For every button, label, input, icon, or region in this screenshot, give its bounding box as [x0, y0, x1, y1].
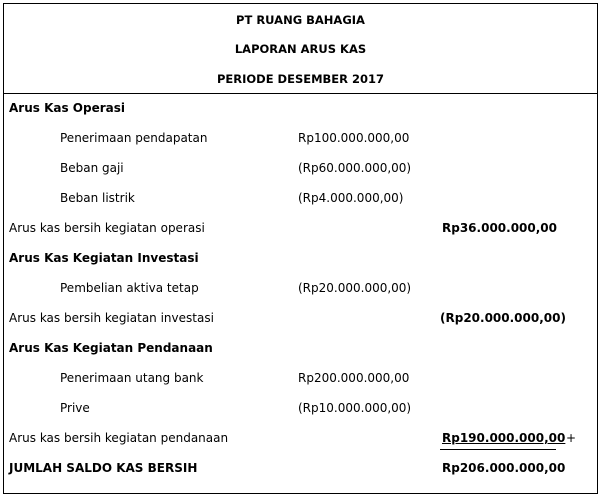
report-header [4, 4, 597, 94]
section-heading-operasi: Arus Kas Operasi [9, 101, 125, 115]
net-label-investasi: Arus kas bersih kegiatan investasi [9, 311, 214, 325]
report-period: PERIODE DESEMBER 2017 [216, 72, 385, 86]
item-label: Penerimaan utang bank [60, 371, 204, 385]
item-label: Prive [60, 401, 90, 415]
item-label: Pembelian aktiva tetap [60, 281, 199, 295]
report-title: LAPORAN ARUS KAS [234, 42, 367, 56]
net-amount-investasi: (Rp20.000.000,00) [440, 311, 566, 325]
net-label-pendanaan: Arus kas bersih kegiatan pendanaan [9, 431, 229, 445]
item-amount: (Rp60.000.000,00) [298, 161, 412, 175]
company-name: PT RUANG BAHAGIA [236, 13, 365, 27]
item-amount: (Rp20.000.000,00) [298, 281, 412, 295]
total-label: JUMLAH SALDO KAS BERSIH [9, 461, 198, 475]
net-amount-pendanaan: Rp190.000.000,00 [442, 431, 566, 445]
item-label: Beban gaji [60, 161, 124, 175]
item-amount: (Rp4.000.000,00) [298, 191, 404, 205]
section-heading-pendanaan: Arus Kas Kegiatan Pendanaan [9, 341, 213, 355]
item-amount: (Rp10.000.000,00) [298, 401, 412, 415]
net-amount-operasi: Rp36.000.000,00 [442, 221, 558, 235]
section-heading-investasi: Arus Kas Kegiatan Investasi [9, 251, 199, 265]
item-label: Beban listrik [60, 191, 135, 205]
total-amount: Rp206.000.000,00 [442, 461, 566, 475]
plus-sign: + [566, 431, 577, 445]
cash-flow-statement [3, 3, 598, 494]
net-label-operasi: Arus kas bersih kegiatan operasi [9, 221, 205, 235]
item-label: Penerimaan pendapatan [60, 131, 208, 145]
item-amount: Rp100.000.000,00 [298, 131, 410, 145]
sum-rule [440, 449, 556, 450]
item-amount: Rp200.000.000,00 [298, 371, 410, 385]
